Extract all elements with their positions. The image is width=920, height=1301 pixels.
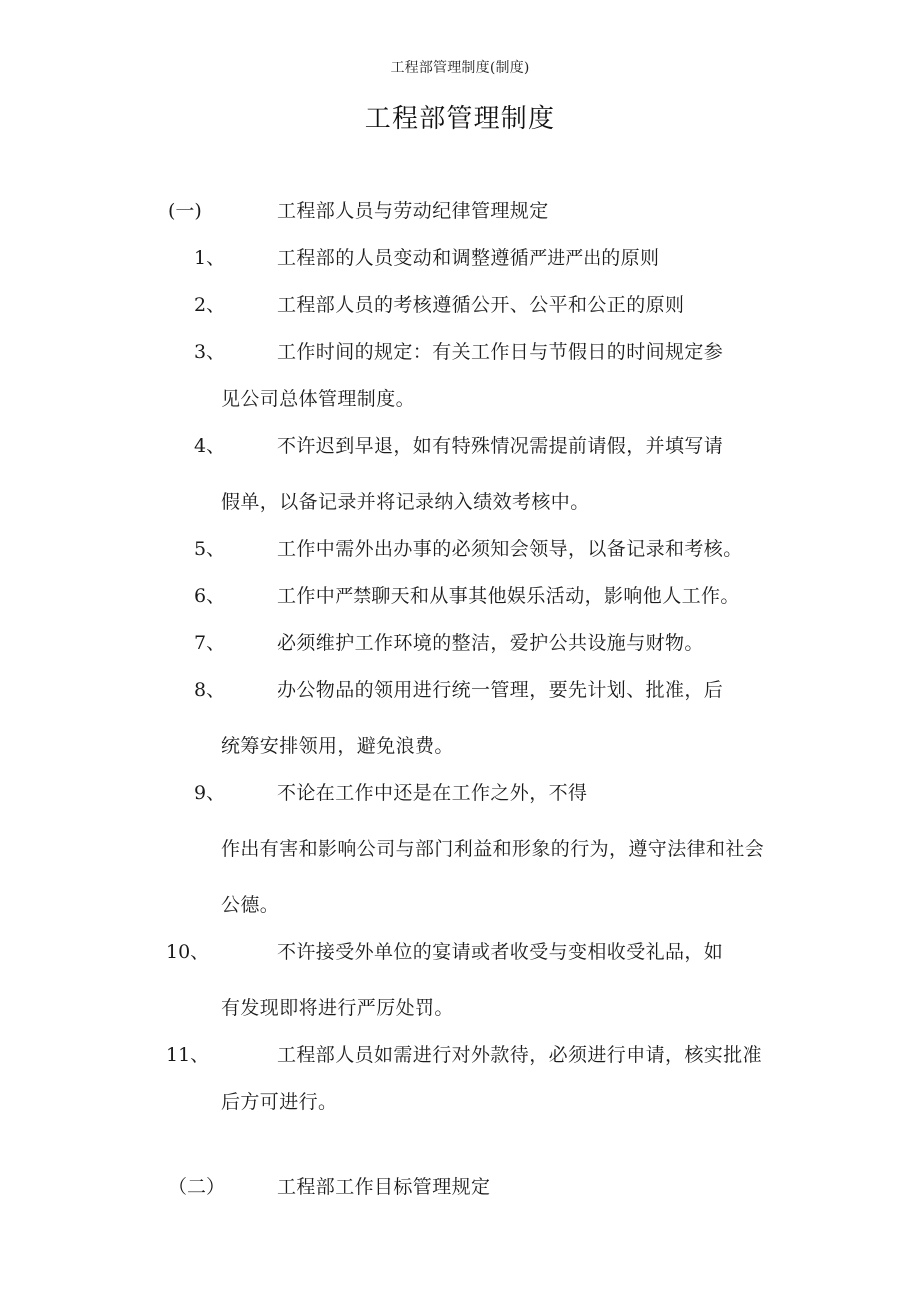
list-item bbox=[0, 937, 920, 1040]
section-heading-text: 工程部工作目标管理规定 bbox=[277, 1176, 491, 1198]
item-line bbox=[277, 243, 659, 274]
item-marker: 1、 bbox=[194, 247, 226, 269]
item-marker: 5、 bbox=[194, 538, 226, 560]
item-line: 工作时间的规定：有关工作日与节假日的时间规定参 bbox=[277, 341, 724, 363]
running-header: 工程部管理制度(制度) bbox=[390, 60, 530, 76]
list-item bbox=[0, 628, 920, 675]
item-line-continuation: 有发现即将进行严厉处罚。 bbox=[221, 997, 454, 1019]
section-heading-1 bbox=[0, 196, 920, 243]
list-item bbox=[0, 675, 920, 778]
item-line-continuation: 公德。 bbox=[221, 894, 280, 916]
item-line-continuation: 见公司总体管理制度。 bbox=[221, 388, 416, 410]
item-text-tail: 聊天和从事其他娱乐活动，影响他人工作。 bbox=[371, 585, 740, 607]
item-line: 不许迟到早退，如有特殊情况需提前请假，并填写请 bbox=[277, 435, 724, 457]
item-marker: 7、 bbox=[194, 632, 226, 654]
item-line: 办公物品的领用进行统一管理，要先计划、批准，后 bbox=[277, 679, 724, 701]
item-line-continuation: 统筹安排领用，避免浪费。 bbox=[221, 735, 454, 757]
list-item bbox=[0, 581, 920, 628]
item-line: 不论在工作中还是在工作之外，不得 bbox=[277, 782, 588, 804]
list-item bbox=[0, 1040, 920, 1134]
item-marker: 4、 bbox=[194, 435, 226, 457]
item-marker: 10、 bbox=[166, 941, 210, 963]
item-marker: 6、 bbox=[194, 585, 226, 607]
item-line bbox=[277, 581, 740, 612]
list-item bbox=[0, 290, 920, 337]
section-heading-2 bbox=[0, 1172, 920, 1219]
list-item bbox=[0, 778, 920, 937]
item-line: 不许接受外单位的宴请或者收受与变相收受礼品，如 bbox=[277, 941, 724, 963]
section-spacer bbox=[0, 1134, 920, 1172]
item-marker: 8、 bbox=[194, 679, 226, 701]
section-heading-text: 工程部人员与劳动纪律管理规定 bbox=[277, 200, 549, 222]
item-emphasis: 严禁 bbox=[335, 586, 372, 607]
item-text: 工程部的人员变动和调整遵循 bbox=[277, 247, 530, 269]
item-marker: 2、 bbox=[194, 294, 226, 316]
item-line-continuation: 假单，以备记录并将记录纳入绩效考核中。 bbox=[221, 491, 590, 513]
document-title: 工程部管理制度 bbox=[364, 104, 556, 134]
item-line-continuation: 作出有害和影响公司与部门利益和形象的行为，遵守法律和社会 bbox=[221, 838, 765, 860]
item-marker: 11、 bbox=[166, 1044, 210, 1066]
item-emphasis: 严进严出 bbox=[529, 248, 602, 269]
item-line-continuation: 后方可进行。 bbox=[221, 1091, 338, 1113]
section-marker: (一) bbox=[168, 200, 202, 222]
item-text: 工作中 bbox=[277, 585, 336, 607]
item-marker: 9、 bbox=[194, 782, 226, 804]
list-item bbox=[0, 431, 920, 534]
list-item bbox=[0, 534, 920, 581]
list-item bbox=[0, 243, 920, 290]
list-item bbox=[0, 337, 920, 431]
item-text-tail: 的原则 bbox=[601, 247, 660, 269]
item-line: 工程部人员的考核遵循公开、公平和公正的原则 bbox=[277, 294, 685, 316]
item-line: 必须维护工作环境的整洁，爱护公共设施与财物。 bbox=[277, 632, 704, 654]
document-body bbox=[0, 196, 920, 1219]
section-marker: （二） bbox=[168, 1176, 226, 1198]
item-marker: 3、 bbox=[194, 341, 226, 363]
item-line: 工作中需外出办事的必须知会领导，以备记录和考核。 bbox=[277, 538, 743, 560]
item-line: 工程部人员如需进行对外款待，必须进行申请，核实批准 bbox=[277, 1044, 763, 1066]
